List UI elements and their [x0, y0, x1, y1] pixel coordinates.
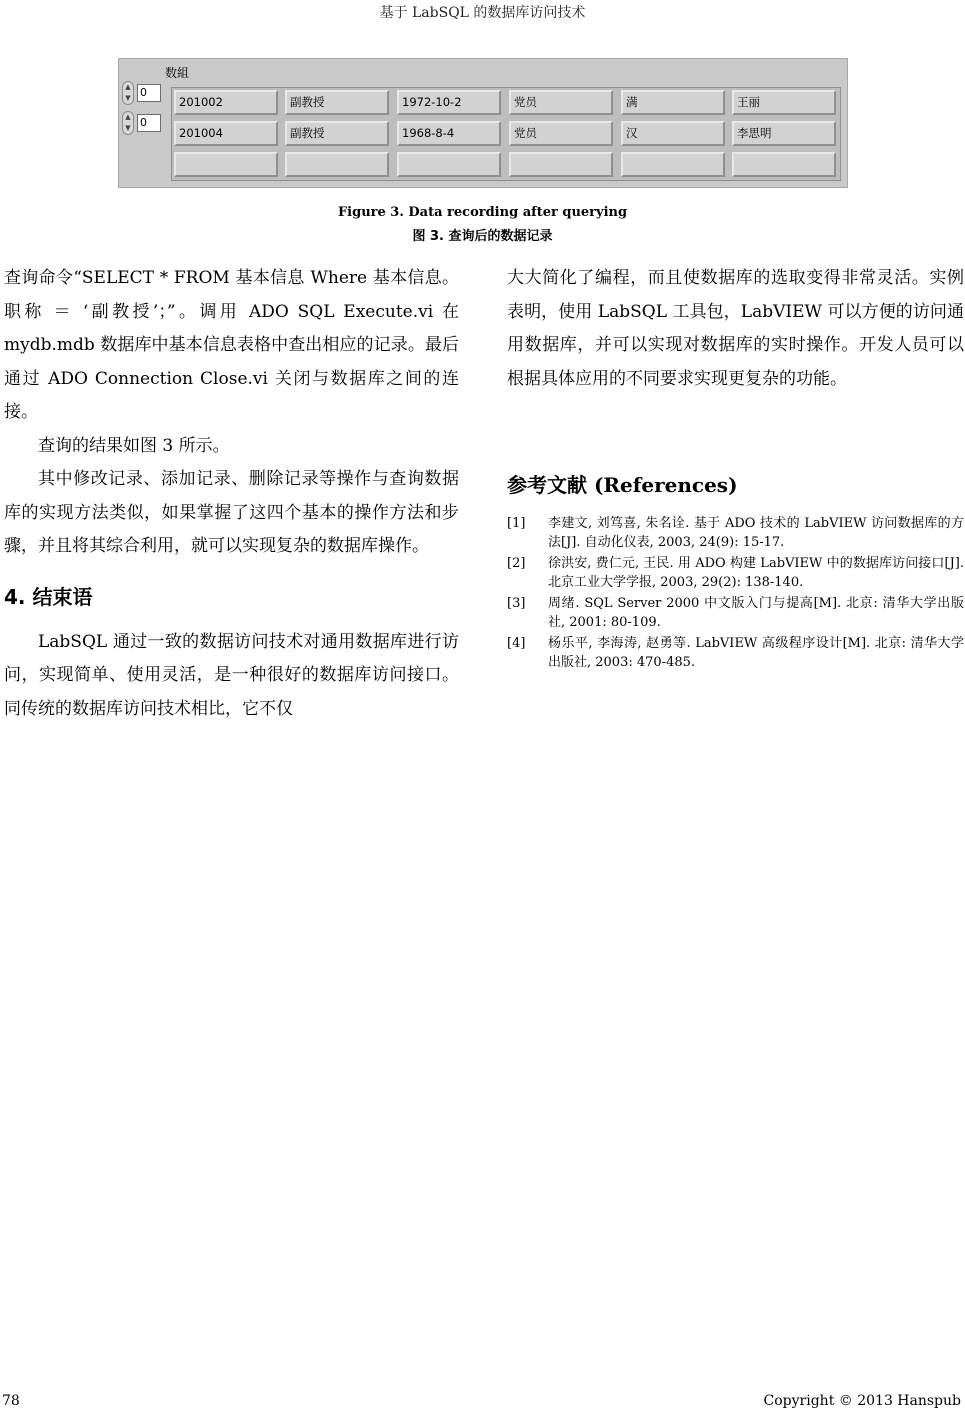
reference-number: [3] [507, 596, 526, 611]
figure-caption-en: Figure 3. Data recording after querying [337, 205, 628, 220]
reference-text: 周绪. SQL Server 2000 中文版入门与提高[M]. 北京: 清华大学出版社, 2001: 80-109. [548, 596, 964, 630]
right-column [507, 262, 964, 396]
array-cell[interactable]: 党员 [509, 90, 613, 115]
reference-number: [2] [507, 556, 526, 571]
array-cell[interactable]: 副教授 [285, 121, 389, 146]
references-list [507, 514, 964, 674]
left-column [4, 262, 459, 726]
array-cell[interactable]: 汉 [621, 121, 725, 146]
array-cell[interactable]: 1972-10-2 [397, 90, 501, 115]
copyright-notice: Copyright © 2013 Hanspub [763, 1393, 961, 1409]
body-paragraph: 查询的结果如图 3 所示。 [38, 435, 230, 456]
array-cell[interactable]: 满 [621, 90, 725, 115]
array-cell[interactable]: 李思明 [732, 121, 836, 146]
reference-item [507, 554, 964, 592]
running-header: 基于 LabSQL 的数据库访问技术 [379, 5, 586, 21]
array-cell[interactable]: 1968-8-4 [397, 121, 501, 146]
array-cell[interactable]: 201004 [174, 121, 278, 146]
array-cell[interactable]: 王丽 [732, 90, 836, 115]
body-paragraph: 查询命令“SELECT * FROM 基本信息 Where 基本信息。职称 ＝ ‘副教授’；”。调用 ADO SQL Execute.vi 在 mydb.mdb 数据库中基本信息表格中查出相应的记录。最后通过 ADO Connection Close.vi 关闭与数据库之间的连接。 [4, 268, 459, 422]
body-paragraph: 其中修改记录、添加记录、删除记录等操作与查询数据库的实现方法类似，如果掌握了这四个基本的操作方法和步骤，并且将其综合利用，就可以实现复杂的数据库操作。 [4, 469, 459, 556]
reference-text: 杨乐平, 李海涛, 赵勇等. LabVIEW 高级程序设计[M]. 北京: 清华大学出版社, 2003: 470-485. [548, 636, 964, 670]
spin-arrows-icon[interactable]: ▲ ▼ [122, 111, 134, 135]
reference-number: [4] [507, 636, 526, 651]
array-cell-empty[interactable] [621, 152, 725, 177]
reference-item [507, 634, 964, 672]
index-control-2[interactable] [122, 111, 164, 137]
body-paragraph: 大大简化了编程，而且使数据库的选取变得非常灵活。实例表明，使用 LabSQL 工具包，LabVIEW 可以方便的访问通用数据库，并可以实现对数据库的实时操作。开发人员可以根据具体应用的不同要求实现更复杂的功能。 [507, 268, 964, 389]
array-cell[interactable]: 副教授 [285, 90, 389, 115]
reference-number: [1] [507, 516, 526, 531]
array-cell[interactable]: 党员 [509, 121, 613, 146]
reference-item [507, 594, 964, 632]
page-number: 78 [2, 1393, 20, 1409]
array-cell-empty[interactable] [509, 152, 613, 177]
body-paragraph: LabSQL 通过一致的数据访问技术对通用数据库进行访问，实现简单、使用灵活，是一种很好的数据库访问接口。同传统的数据库访问技术相比，它不仅 [4, 631, 459, 719]
section-heading: 4. 结束语 [4, 584, 93, 609]
reference-text: 徐洪安, 费仁元, 王民. 用 ADO 构建 LabVIEW 中的数据库访问接口[J]. 北京工业大学学报, 2003, 29(2): 138-140. [548, 556, 964, 590]
figure-caption-zh: 图 3. 查询后的数据记录 [412, 229, 553, 244]
array-cell-empty[interactable] [174, 152, 278, 177]
array-cell-empty[interactable] [285, 152, 389, 177]
reference-text: 李建文, 刘笃喜, 朱名诠. 基于 ADO 技术的 LabVIEW 访问数据库的方法[J]. 自动化仪表, 2003, 24(9): 15-17. [548, 516, 964, 550]
index-value-2[interactable]: 0 [137, 114, 161, 132]
labview-array-figure [118, 58, 848, 188]
index-value-1[interactable]: 0 [137, 84, 161, 102]
array-cell-empty[interactable] [397, 152, 501, 177]
array-cell-empty[interactable] [732, 152, 836, 177]
array-grid [171, 87, 841, 181]
index-control-1[interactable] [122, 81, 164, 107]
references-heading: 参考文献 (References) [507, 473, 738, 497]
array-label: 数組 [165, 66, 190, 80]
spin-arrows-icon[interactable]: ▲ ▼ [122, 81, 134, 105]
reference-item [507, 514, 964, 552]
array-cell[interactable]: 201002 [174, 90, 278, 115]
